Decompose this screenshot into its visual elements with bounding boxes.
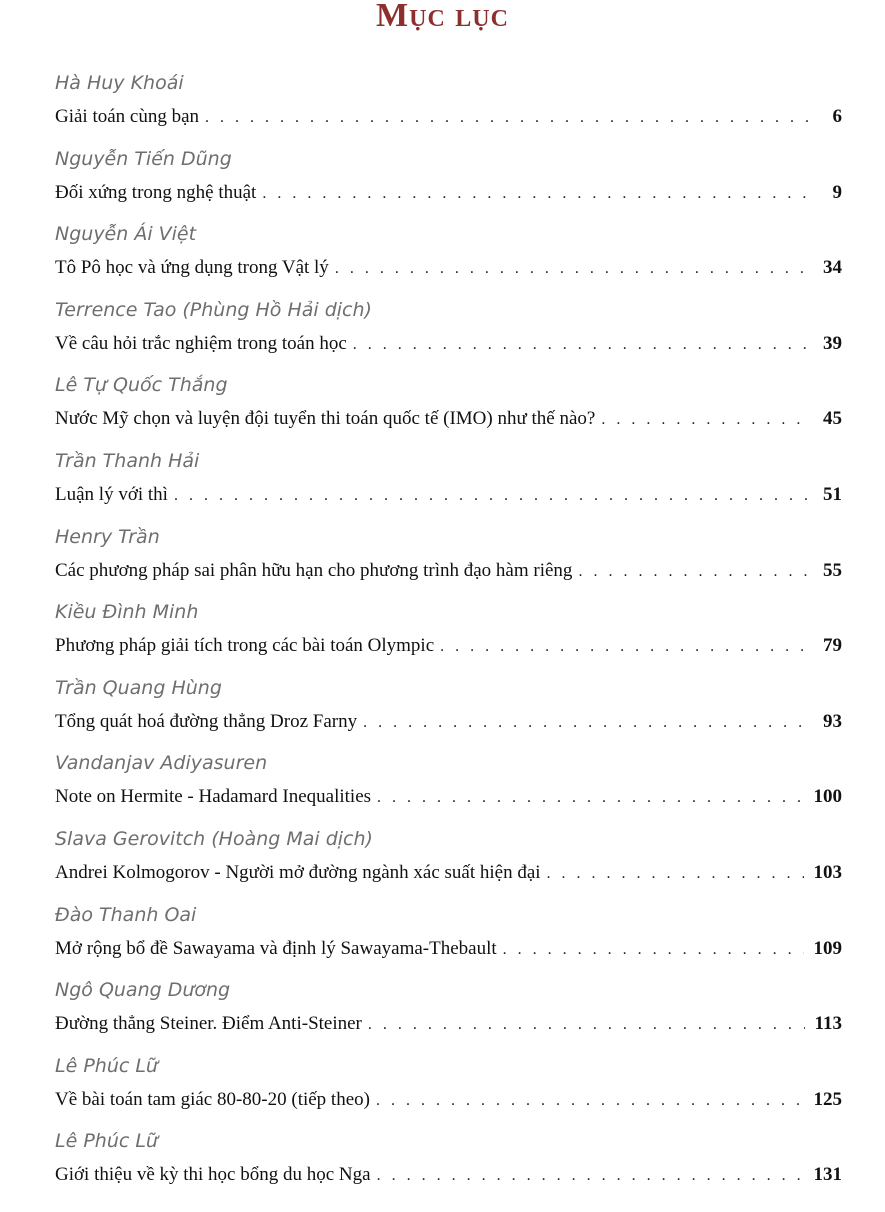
dot-leader [262,181,808,207]
entry-title[interactable]: Về bài toán tam giác 80-80-20 (tiếp theo) [55,1088,370,1110]
dot-leader [335,256,808,282]
entry-author: Terrence Tao (Phùng Hồ Hải dịch) [55,298,372,321]
entry-line [55,104,842,131]
dot-leader [174,483,808,509]
entry-title[interactable]: Tô Pô học và ứng dụng trong Vật lý [55,257,329,279]
entry-title[interactable]: Nước Mỹ chọn và luyện đội tuyển thi toán quốc tế (IMO) như thế nào? [55,408,596,430]
entry-page-number[interactable]: 125 [813,1088,842,1110]
entry-author: Hà Huy Khoái [55,72,184,94]
entry-line [55,860,842,887]
dot-leader [503,937,804,963]
entry-title[interactable]: Mở rộng bổ đề Sawayama và định lý Sawayama-Thebault [55,937,497,959]
entry-line [55,331,842,358]
dot-leader [368,1012,805,1038]
entry-line [55,936,842,963]
toc-entry[interactable] [55,219,842,295]
entry-page-number[interactable]: 131 [813,1164,842,1186]
toc-entry[interactable] [55,1126,842,1202]
entry-line [55,558,842,585]
toc-entry[interactable] [55,597,842,673]
entry-author: Slava Gerovitch (Hoàng Mai dịch) [55,827,373,850]
entry-author: Kiều Đình Minh [55,601,199,624]
entry-author: Đào Thanh Oai [55,903,197,926]
toc-list [55,68,842,1202]
entry-page-number[interactable]: 93 [823,710,842,732]
dot-leader [363,710,808,736]
entry-title[interactable]: Tổng quát hoá đường thẳng Droz Farny [55,710,358,732]
dot-leader [377,1163,804,1189]
entry-title[interactable]: Đường thẳng Steiner. Điểm Anti-Steiner [55,1013,362,1035]
entry-line [55,709,842,736]
toc-entry[interactable] [55,975,842,1051]
entry-title[interactable]: Giải toán cùng bạn [55,106,200,127]
entry-author: Vandanjav Adiyasuren [55,752,268,775]
entry-page-number[interactable]: 6 [832,106,842,127]
entry-title[interactable]: Phương pháp giải tích trong các bài toán Olympic [55,635,435,657]
toc-entry[interactable] [55,900,842,976]
toc-entry[interactable] [55,144,842,220]
entry-title[interactable]: Các phương pháp sai phân hữu hạn cho phương trình đạo hàm riêng [55,559,573,581]
toc-entry[interactable] [55,522,842,598]
toc-entry[interactable] [55,446,842,522]
entry-page-number[interactable]: 113 [814,1013,842,1035]
toc-entry[interactable] [55,824,842,900]
entry-line [55,1011,842,1038]
entry-page-number[interactable]: 34 [823,257,842,279]
entry-line [55,784,842,811]
entry-title[interactable]: Andrei Kolmogorov - Người mở đường ngành xác suất hiện đại [55,861,541,883]
entry-author: Henry Trần [55,525,160,548]
entry-page-number[interactable]: 39 [823,332,842,354]
entry-page-number[interactable]: 103 [813,861,842,883]
entry-page-number[interactable]: 45 [823,408,842,430]
dot-leader [353,332,808,358]
toc-entry[interactable] [55,370,842,446]
dot-leader [578,559,808,585]
entry-title[interactable]: Giới thiệu về kỳ thi học bổng du học Nga [55,1164,371,1186]
entry-author: Nguyễn Ái Việt [55,223,197,246]
entry-author: Lê Tự Quốc Thắng [55,374,228,397]
entry-author: Lê Phúc Lữ [55,1130,158,1153]
entry-author: Nguyễn Tiến Dũng [55,147,232,170]
entry-author: Ngô Quang Dương [55,979,231,1002]
entry-title[interactable]: Về câu hỏi trắc nghiệm trong toán học [55,332,347,354]
toc-entry[interactable] [55,1051,842,1127]
toc-entry[interactable] [55,68,842,144]
dot-leader [205,105,808,131]
toc-entry[interactable] [55,295,842,371]
entry-title[interactable]: Luận lý với thì [55,483,168,505]
dot-leader [440,634,808,660]
entry-line [55,255,842,282]
entry-page-number[interactable]: 100 [813,786,842,808]
entry-page-number[interactable]: 51 [823,483,842,505]
entry-title[interactable]: Note on Hermite - Hadamard Inequalities [55,786,372,808]
entry-page-number[interactable]: 9 [832,181,842,203]
entry-line [55,1087,842,1114]
entry-line [55,1162,842,1189]
entry-page-number[interactable]: 79 [823,635,842,657]
entry-author: Trần Thanh Hải [55,449,200,472]
entry-line [55,633,842,660]
entry-title[interactable]: Đối xứng trong nghệ thuật [55,181,257,203]
dot-leader [547,861,804,887]
dot-leader [376,1088,804,1114]
entry-author: Lê Phúc Lữ [55,1054,158,1077]
dot-leader [601,407,808,433]
entry-page-number[interactable]: 55 [823,559,842,581]
entry-author: Trần Quang Hùng [55,676,222,699]
dot-leader [377,785,803,811]
entry-page-number[interactable]: 109 [813,937,842,959]
entry-line [55,406,842,433]
toc-entry[interactable] [55,673,842,749]
toc-entry[interactable] [55,748,842,824]
entry-line [55,482,842,509]
page-title: Mục lục [376,0,509,34]
entry-line [55,180,842,207]
